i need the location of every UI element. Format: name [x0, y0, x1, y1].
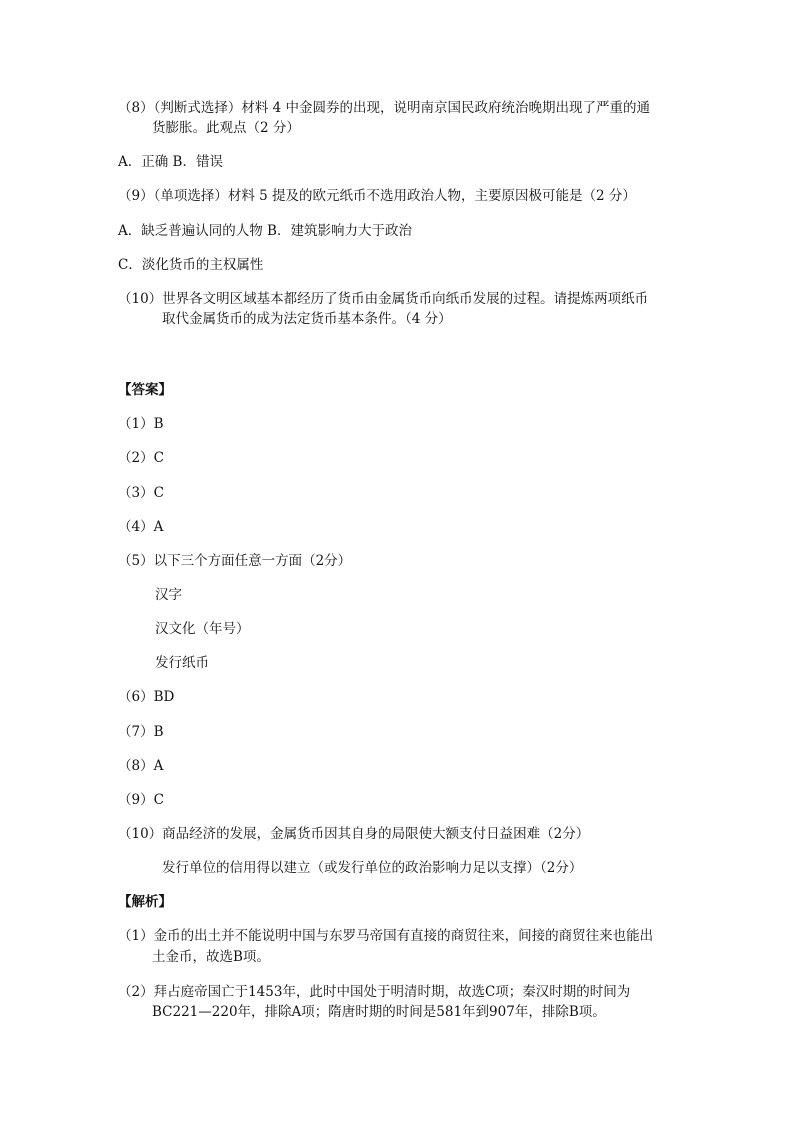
question-8-line-1: （8）（判断式选择）材料 4 中金圆券的出现，说明南京国民政府统治晚期出现了严重的通: [118, 100, 651, 116]
answer-item: （10）商品经济的发展，金属货币因其自身的局限使大额支付日益困难（2分）: [118, 826, 590, 842]
analysis-1-line-1: （1）金币的出土并不能说明中国与东罗马帝国有直接的商贸往来，间接的商贸往来也能出: [118, 928, 654, 944]
answer-subitem: 汉字: [155, 587, 182, 603]
answer-item: （8）A: [118, 758, 164, 774]
answer-item: （1）B: [118, 416, 164, 432]
answer-item: （3）C: [118, 485, 164, 501]
question-9-option-c: C．淡化货币的主权属性: [118, 257, 264, 273]
answer-heading: 【答案】: [118, 382, 172, 398]
analysis-1-line-2: 土金币，故选B项。: [152, 949, 270, 965]
question-8-options: A．正确 B．错误: [118, 154, 223, 170]
answer-subitem: 发行单位的信用得以建立（或发行单位的政治影响力足以支撑）（2分）: [162, 860, 583, 876]
question-8-line-2: 货膨胀。此观点（2 分）: [152, 120, 300, 136]
question-9-options-ab: A．缺乏普遍认同的人物 B．建筑影响力大于政治: [118, 223, 412, 239]
analysis-2-line-2: BC221—220年，排除A项；隋唐时期的时间是581年到907年，排除B项。: [152, 1004, 606, 1020]
answer-subitem: 汉文化（年号）: [155, 621, 250, 637]
answer-item: （5）以下三个方面任意一方面（2分）: [118, 553, 352, 569]
question-9-line-1: （9）（单项选择）材料 5 提及的欧元纸币不选用政治人物，主要原因极可能是（2 分）: [118, 188, 636, 204]
answer-item: （9）C: [118, 792, 164, 808]
analysis-2-line-1: （2）拜占庭帝国亡于1453年，此时中国处于明清时期，故选C项；秦汉时期的时间为: [118, 984, 631, 1000]
answer-item: （2）C: [118, 450, 164, 466]
answer-item: （6）BD: [118, 689, 175, 705]
answer-item: （4）A: [118, 519, 164, 535]
analysis-heading: 【解析】: [118, 894, 172, 910]
question-10-line-1: （10）世界各文明区域基本都经历了货币由金属货币向纸币发展的过程。请提炼两项纸币: [118, 291, 649, 307]
answer-subitem: 发行纸币: [155, 655, 209, 671]
question-10-line-2: 取代金属货币的成为法定货币基本条件。（4 分）: [162, 311, 452, 327]
answer-item: （7）B: [118, 724, 164, 740]
